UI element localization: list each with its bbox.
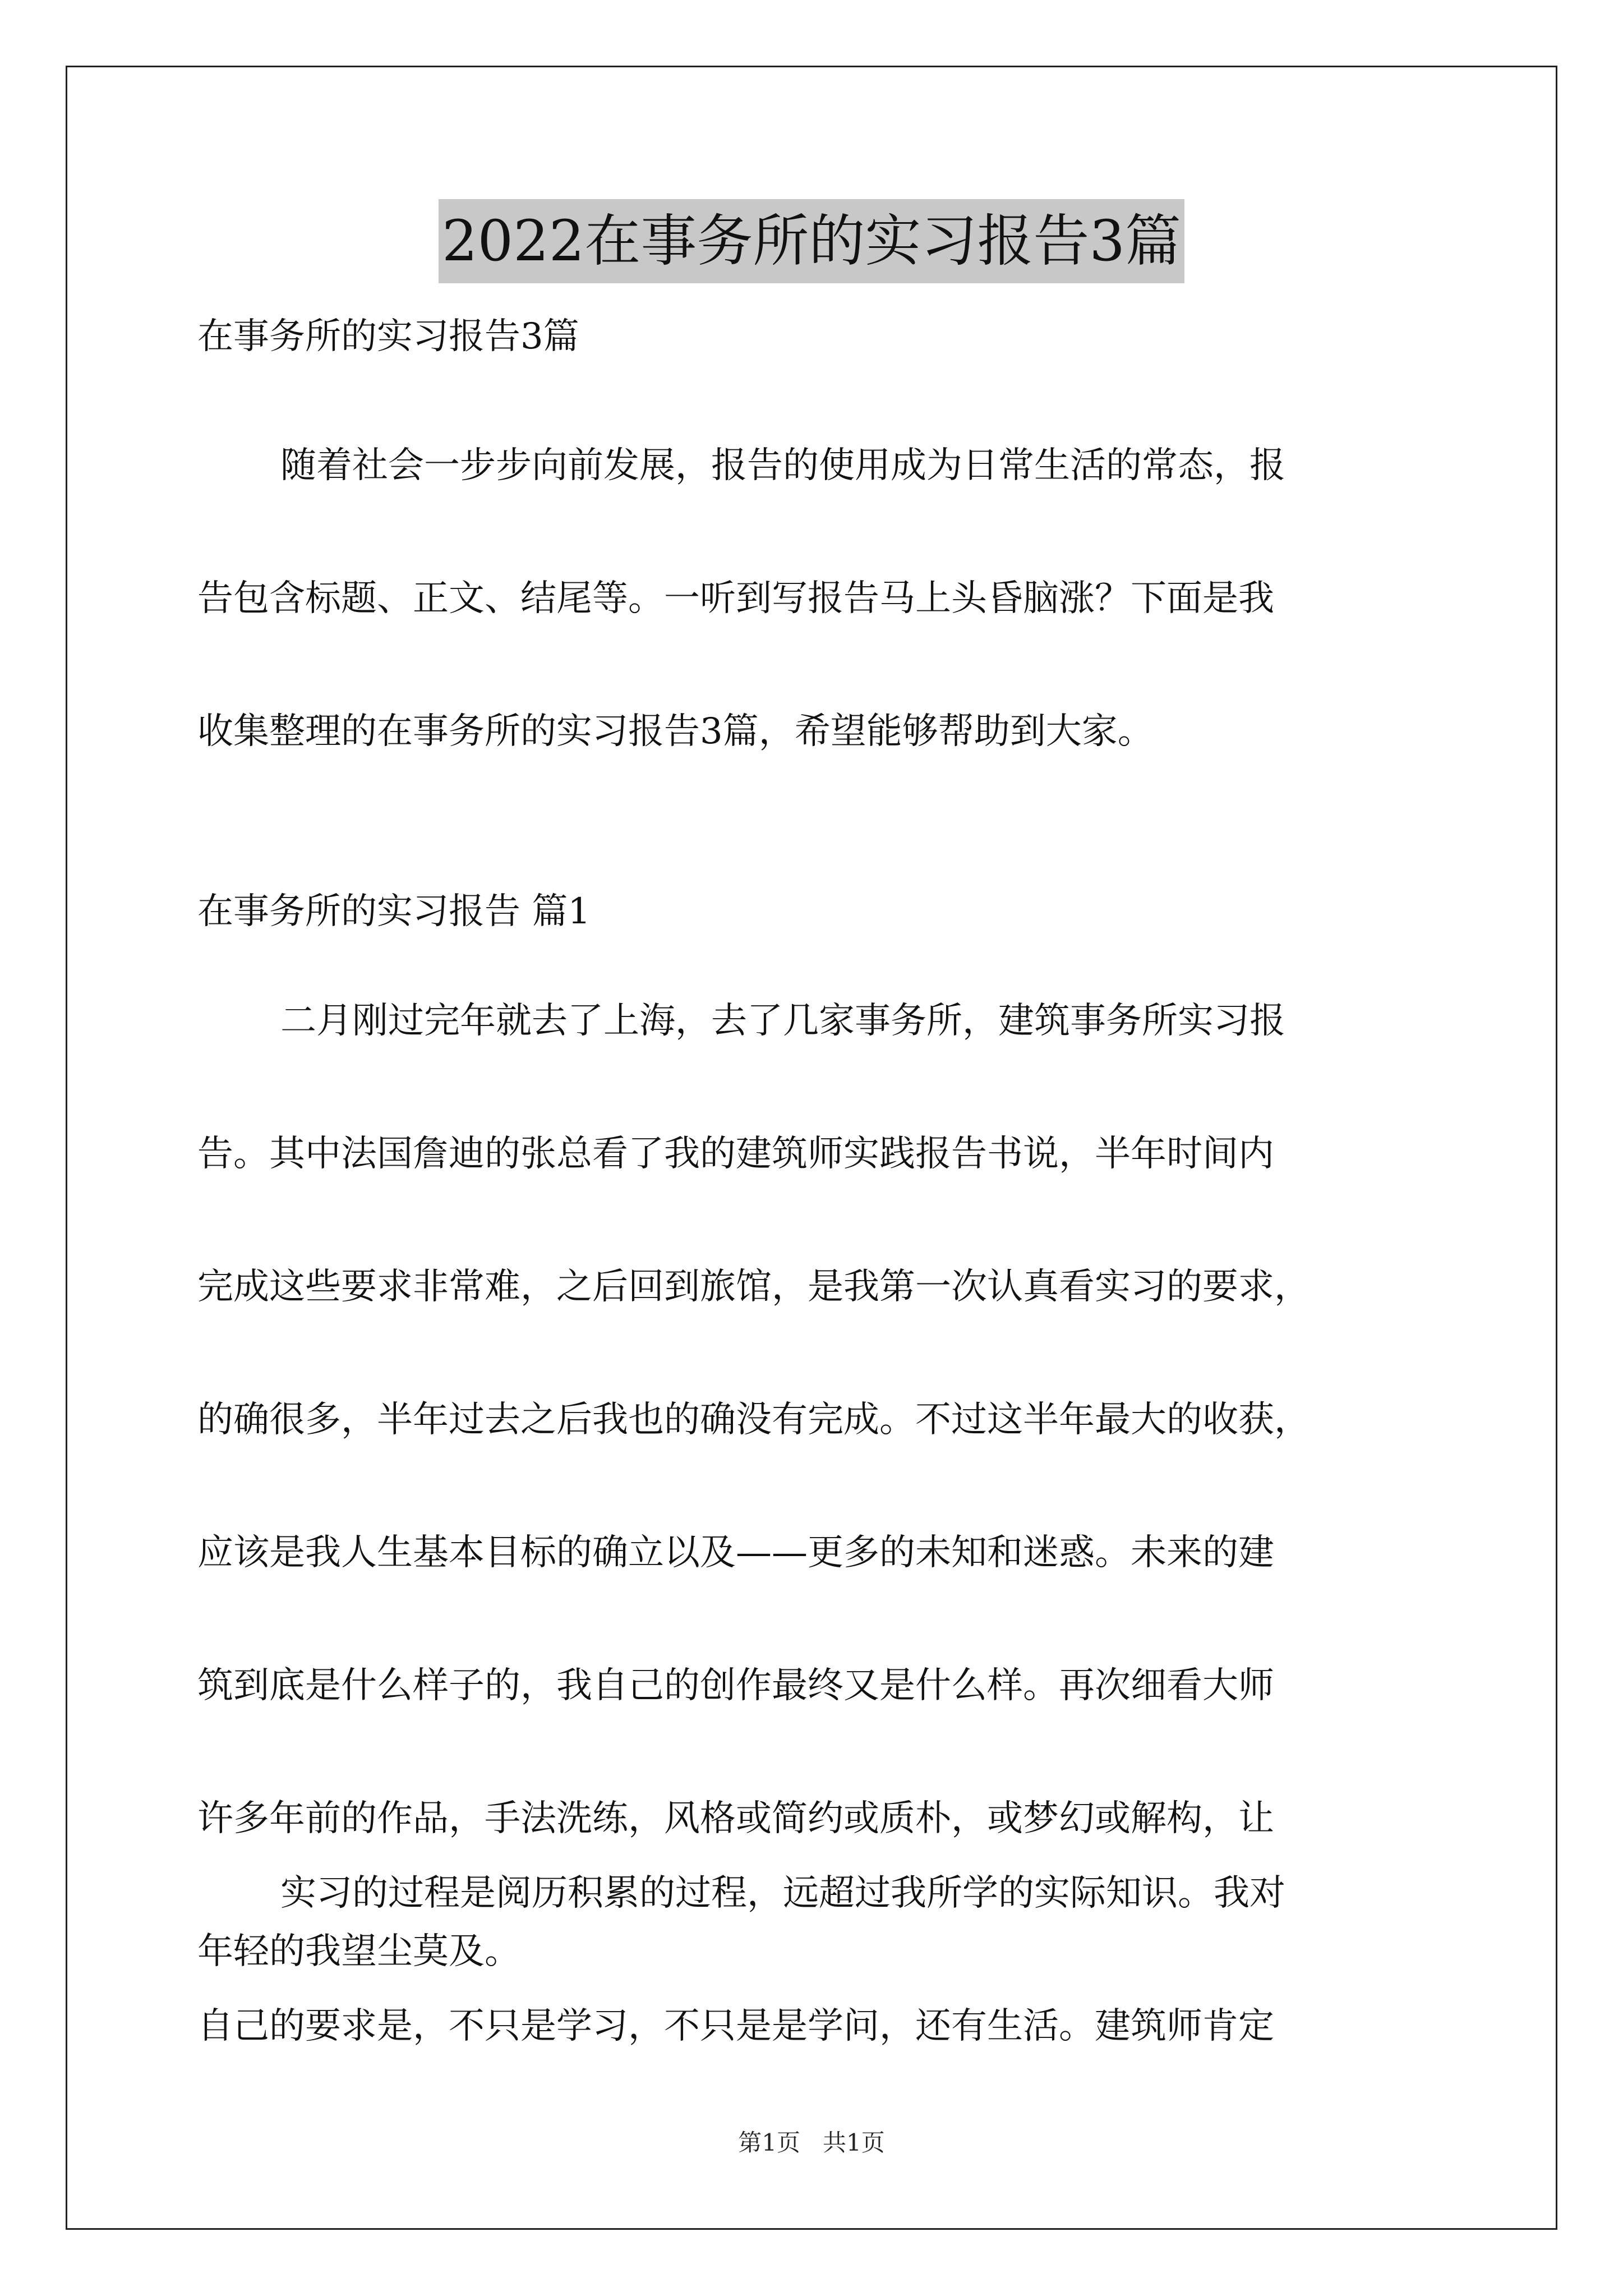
document-subtitle: 在事务所的实习报告3篇 [197,316,579,357]
paragraph-line: 随着社会一步步向前发展，报告的使用成为日常生活的常态，报 [280,445,1285,486]
paragraph-line: 完成这些要求非常难，之后回到旅馆，是我第一次认真看实习的要求， [197,1266,1310,1308]
page-number: 第1页 [738,2129,800,2156]
section1-paragraph-2-lines [197,1868,1445,2134]
paragraph-line: 应该是我人生基本目标的确立以及——更多的未知和迷惑。未来的建 [197,1532,1274,1573]
page-total: 共1页 [823,2129,885,2156]
paragraph-line: 自己的要求是，不只是学习，不只是是学问，还有生活。建筑师肯定 [197,2005,1274,2047]
paragraph-line: 告。其中法国詹迪的张总看了我的建筑师实践报告书说，半年时间内 [197,1133,1274,1175]
title-container [0,199,1623,283]
paragraph-line: 许多年前的作品，手法洗练，风格或简约或质朴，或梦幻或解构，让 [197,1798,1274,1839]
paragraph-line: 二月刚过完年就去了上海，去了几家事务所，建筑事务所实习报 [280,1000,1285,1042]
section-heading: 在事务所的实习报告 篇1 [197,891,591,932]
paragraph-line: 收集整理的在事务所的实习报告3篇，希望能够帮助到大家。 [197,711,1154,752]
paragraph-line: 告包含标题、正文、结尾等。一听到写报告马上头昏脑涨？下面是我 [197,578,1274,619]
paragraph-line: 年轻的我望尘莫及。 [197,1931,520,1972]
paragraph-line: 的确很多，半年过去之后我也的确没有完成。不过这半年最大的收获， [197,1399,1310,1441]
paragraph-line: 筑到底是什么样子的，我自己的创作最终又是什么样。再次细看大师 [197,1665,1274,1706]
page-footer [0,2126,1623,2160]
intro-paragraph [197,440,1445,839]
paragraph-line: 实习的过程是阅历积累的过程，远超过我所学的实际知识。我对 [280,1872,1285,1914]
document-title: 2022在事务所的实习报告3篇 [439,199,1184,283]
